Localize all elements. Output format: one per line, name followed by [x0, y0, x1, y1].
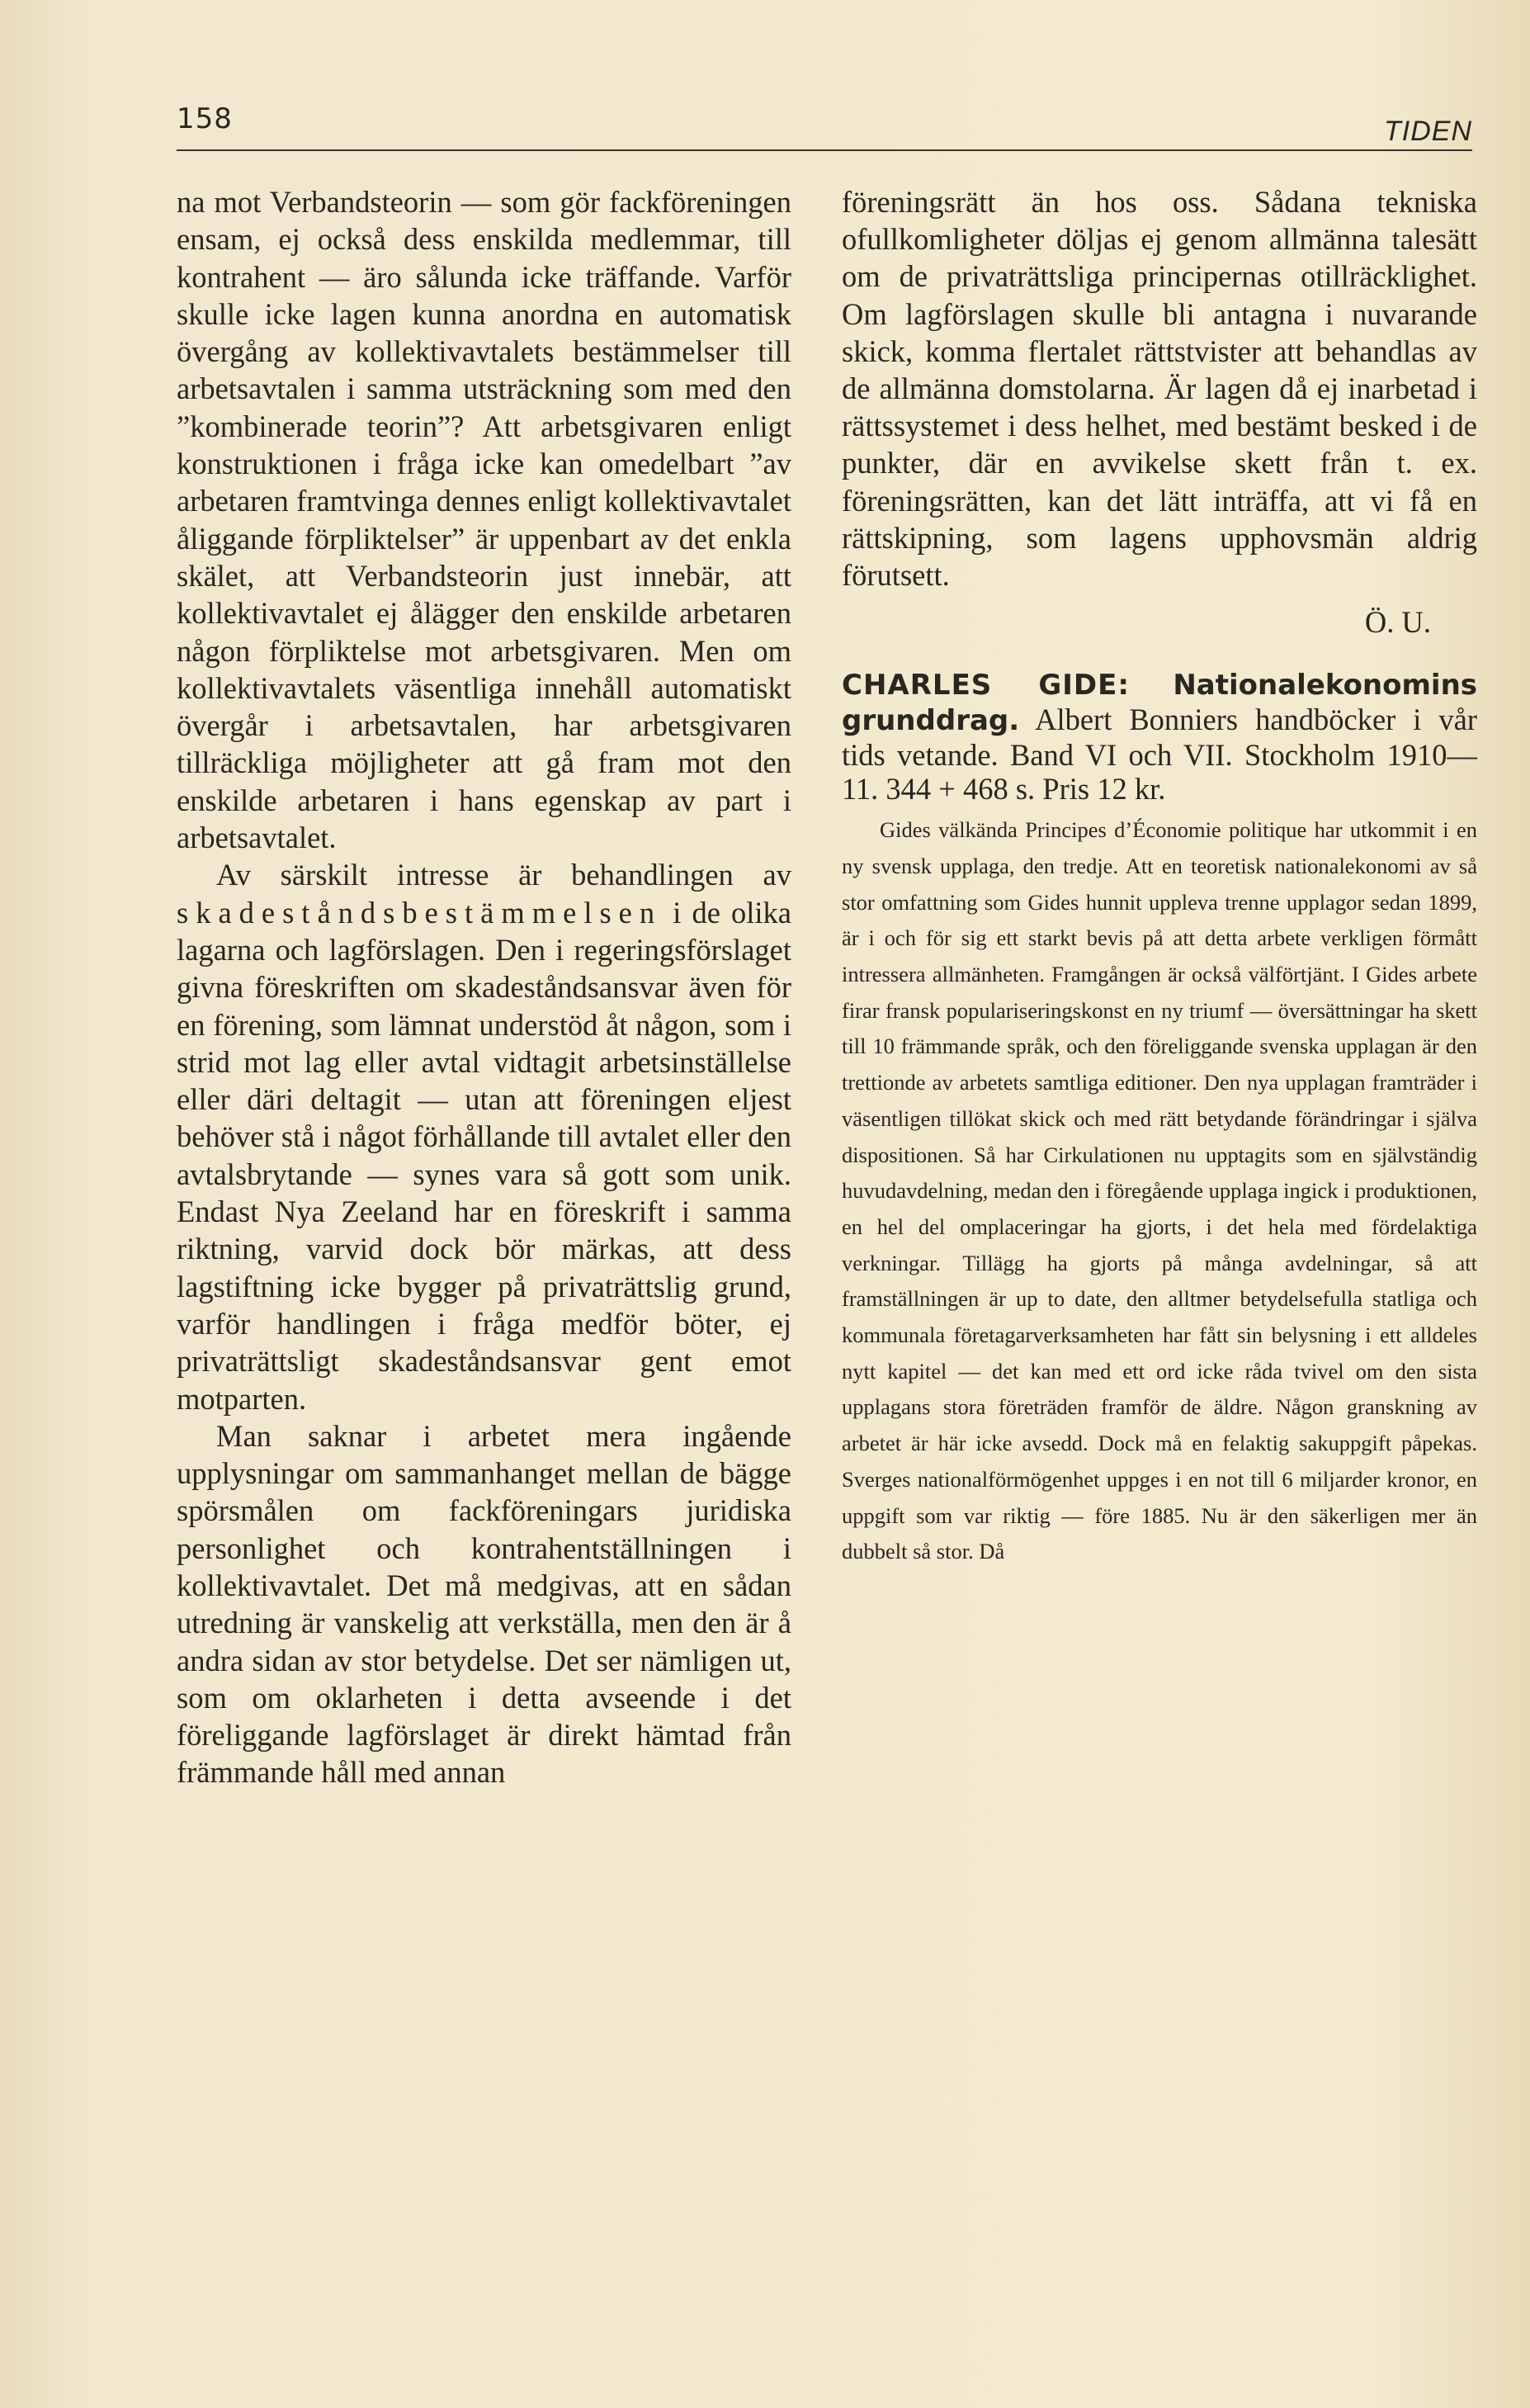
review-details: Albert Bonniers handböcker i vår tids vetande. Band VI och VII. Stockholm 1910—11. 344 + 468 s. Pris 12 kr. [842, 703, 1477, 807]
paragraph-skadestand [177, 856, 791, 1417]
paragraph-foreningsratt: föreningsrätt än hos oss. Sådana tekniska ofullkomligheter döljas ej genom allmänna talesätt om de privaträttsliga principernas otillräcklighet. Om lagförslagen skulle bli antagna i nuvarande skick, komma flertalet rättstvister att behandlas av de allmänna domstolarna. Är lagen då ej inarbetad i rättssystemet i dess helhet, med bestämt besked i de punkter, där en avvikelse skett från t. ex. föreningsrätten, kan det lätt inträffa, att vi få en rättskipning, som lagens upphovsmän aldrig förutsett. [842, 185, 1477, 593]
journal-title: TIDEN [1384, 116, 1472, 147]
header-divider [177, 149, 1472, 151]
review-body [842, 812, 1477, 1570]
paragraph-verbandsteorin: na mot Verbandsteorin — som gör fackföreningen ensam, ej också dess enskilda medlemmar, till kontrahent — äro sålunda icke träffande. Varför skulle icke lagen kunna anordna en automatisk övergång av kollektivavtalets bestämmelser till arbetsavtalen i samma utsträckning som med den ”kombinerade teorin”? Att arbetsgivaren enligt konstruktionen i fråga icke kan omedelbart ”av arbetaren framtvinga dennes enligt kollektivavtalet åliggande förpliktelser” är uppenbart av det enkla skälet, att Verbandsteorin just innebär, att kollektivavtalet ej ålägger den enskilde arbetaren någon förpliktelse mot arbetsgivaren. Men om kollektivavtalets väsentliga innehåll automatiskt övergår i arbetsavtalen, har arbetsgivaren tillräckliga möjligheter att gå fram mot den enskilde arbetaren i hans egenskap av part i arbetsavtalet. [177, 185, 791, 855]
review-heading [842, 667, 1477, 806]
paragraph-juridisk-personlighet: Man saknar i arbetet mera ingående upplysningar om sammanhanget mellan de bägge spörsmålen om fackföreningars juridiska personlighet och kontrahentställningen i kollektivavtalet. Det må medgivas, att en sådan utredning är vanskelig att verkställa, men den är å andra sidan av stor betydelse. Det ser nämligen ut, som om oklarheten i detta avseende i det föreliggande lagförslaget är direkt hämtad från främmande håll med annan [177, 1418, 791, 1790]
review-title: Nationalekonomins grunddrag. [842, 669, 1478, 738]
author-signature: Ö. U. [1364, 605, 1431, 640]
left-column [177, 183, 791, 1791]
review-text: Gides välkända Principes d’Économie politique har utkommit i en ny svensk upplaga, den tredje. Att en teoretisk nationalekonomi av så stor omfattning som Gides hunnit uppleva trenne upplagor sedan 1899, är i och för sig ett starkt bevis på att detta arbete verkligen förmått intressera allmänheten. Framgången är också välförtjänt. I Gides arbete firar fransk populariseringskonst en ny triumf — översättningar ha skett till 10 främmande språk, och den föreliggande svenska upplagan är den trettionde av arbetets samtliga editioner. Den nya upplagan framträder i väsentligen tillökat skick och med rätt betydande förändringar i själva dispositionen. Så har Cirkulationen nu upptagits som en självständig huvudavdelning, medan den i föregående upplaga ingick i produktionen, en hel del omplaceringar ha gjorts, i det hela med fördelaktiga verkningar. Tillägg ha gjorts på många avdelningar, så att framställningen är up to date, den alltmer betydelsefulla statliga och kommunala företagarverksamheten har fått sin belysning i ett alldeles nytt kapitel — det kan med ett ord icke råda tvivel om den sista upplagans stora företräden framför de äldre. Någon granskning av arbetet är här icke avsedd. Dock må en felaktig sakuppgift påpekas. Sverges nationalförmögenhet uppges i en not till 6 miljarder kronor, en uppgift som var riktig — före 1885. Nu är den säkerligen mer än dubbelt så stor. Då [842, 817, 1477, 1564]
page-number: 158 [177, 102, 233, 135]
paragraph-start: Av särskilt intresse är behandlingen av [216, 858, 791, 892]
review-author: CHARLES GIDE: [842, 669, 1130, 703]
page-header [177, 97, 1480, 147]
right-column [842, 183, 1477, 1570]
paragraph-rest: i de olika lagarna och lagförslagen. Den i regeringsförslaget givna föreskriften om skadeståndsansvar även för en förening, som lämnat understöd åt någon, som i strid mot lag eller avtal vidtagit arbetsinställelse eller däri deltagit — utan att föreningen eljest behöver stå i något förhållande till avtalet eller den avtalsbrytande — synes vara så gott som unik. Endast Nya Zeeland har en föreskrift i samma riktning, varvid dock bör märkas, att dess lagstiftning icke bygger på privaträttslig grund, varför handlingen i fråga medför böter, ej privaträttsligt skadeståndsansvar gent emot motparten. [177, 895, 791, 1416]
emphasized-term: skadeståndsbestämmelsen [177, 895, 663, 930]
